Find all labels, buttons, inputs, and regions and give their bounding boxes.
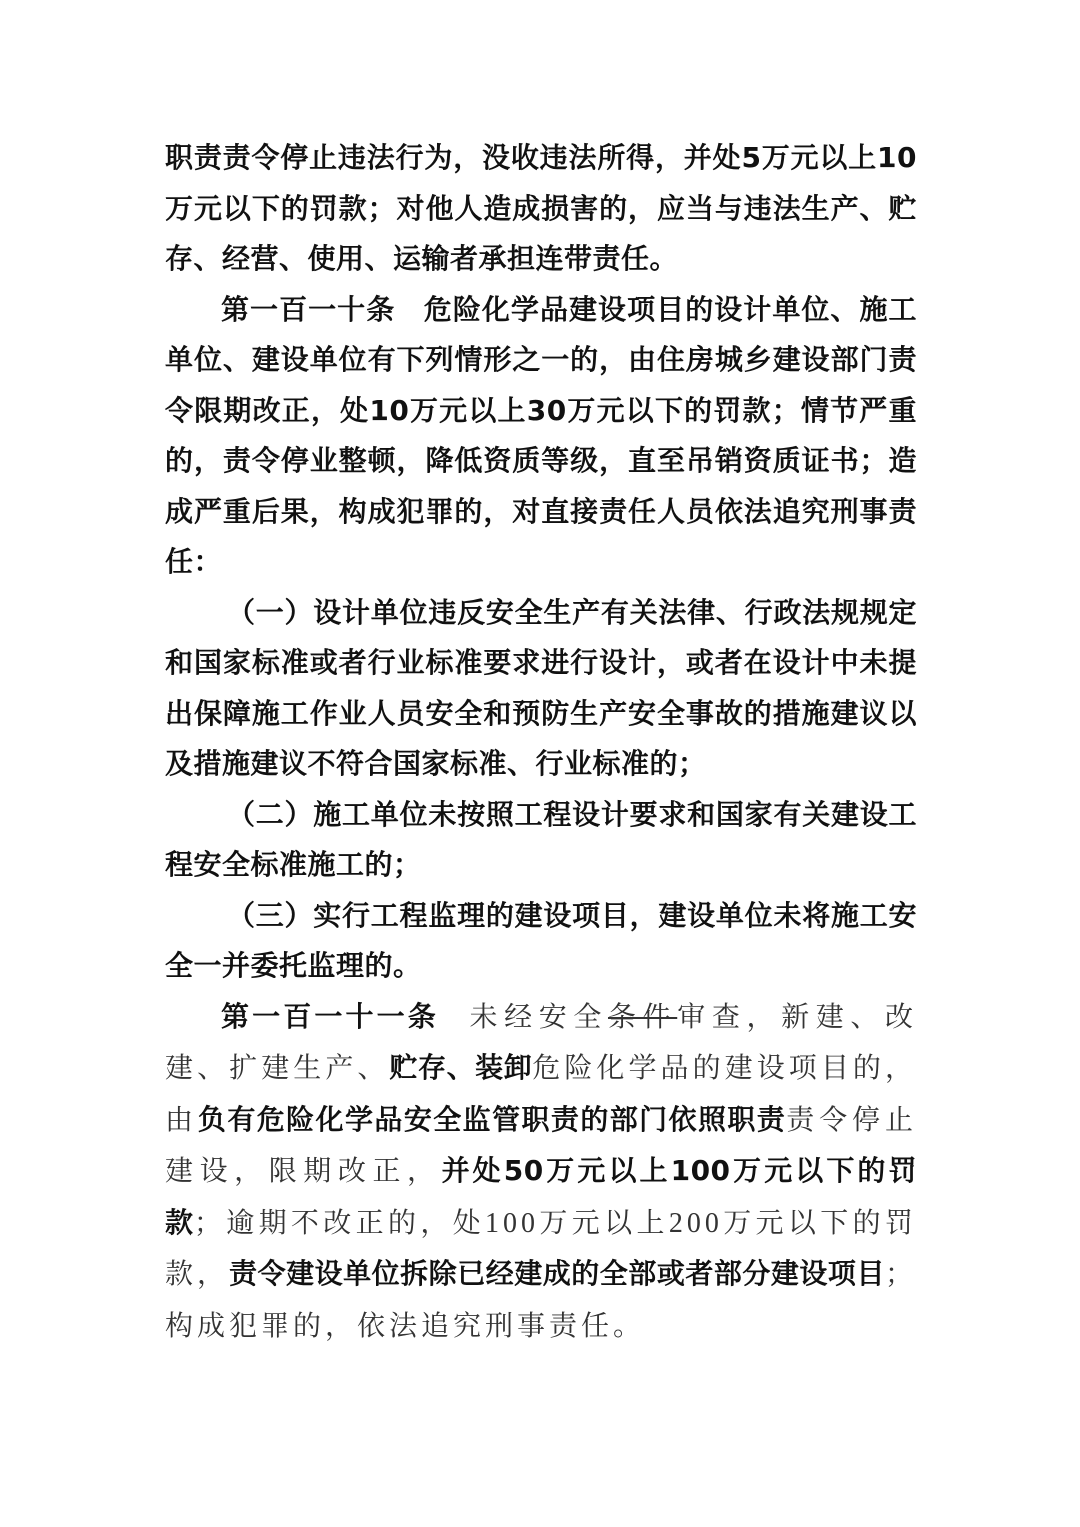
article-110: [165, 285, 917, 588]
article-111: [165, 992, 917, 1353]
article-110-title: 第一百一十条: [221, 292, 396, 326]
article-110-item-3: [165, 891, 917, 992]
article-111-seg4: 危险化学品的建设项目的，由: [165, 1053, 917, 1136]
article-110-body: 危险化学品建设项目的设计单位、施工单位、建设单位有下列情形之一的，由住房城乡建设部门责令限期改正，处10万元以上30万元以下的罚款；情节严重的，责令停业整顿，降低资质等级，直至吊销资质证书；造成严重后果，构成犯罪的，对直接责任人员依法追究刑事责任：: [165, 292, 917, 578]
article-111-seg9: 责令建设单位拆除已经建成的全部或者部分建设项目: [229, 1257, 885, 1290]
paragraph-continued: [165, 133, 917, 285]
item-2-text: （二）施工单位未按照工程设计要求和国家有关建设工程安全标准施工的；: [165, 797, 917, 881]
struck-text: 条件: [607, 1001, 678, 1033]
paragraph-text: 职责责令停止违法行为，没收违法所得，并处5万元以上10万元以下的罚款；对他人造成损害的，应当与违法生产、贮存、经营、使用、运输者承担连带责任。: [165, 141, 917, 275]
article-111-seg3: 贮存、装卸: [389, 1051, 533, 1084]
article-111-seg8: ；逾期不改正的，处100万元以上200万元以下的罚款，: [165, 1207, 917, 1290]
article-111-seg1: 未经安全: [466, 1001, 608, 1033]
article-110-item-2: [165, 790, 917, 891]
item-1-text: （一）设计单位违反安全生产有关法律、行政法规规定和国家标准或者行业标准要求进行设计，或者在设计中未提出保障施工作业人员安全和预防生产安全事故的措施建议以及措施建议不符合国家标准、行业标准的；: [165, 595, 917, 780]
article-111-seg6: 责令停止建设，限期改正，: [165, 1104, 917, 1187]
article-111-seg7: 并处50万元以上100万元以下的罚款: [165, 1154, 917, 1239]
article-110-item-1: [165, 588, 917, 790]
article-111-title: 第一百一十一条: [221, 999, 439, 1033]
item-3-text: （三）实行工程监理的建设项目，建设单位未将施工安全一并委托监理的。: [165, 898, 917, 982]
article-111-seg10: ；构成犯罪的，依法追究刑事责任。: [165, 1259, 917, 1342]
article-111-seg5: 负有危险化学品安全监管职责的部门依照职责: [197, 1102, 787, 1136]
article-111-seg2: 审查，新建、改建、扩建生产、: [165, 1001, 917, 1084]
document-body: [165, 133, 917, 1352]
